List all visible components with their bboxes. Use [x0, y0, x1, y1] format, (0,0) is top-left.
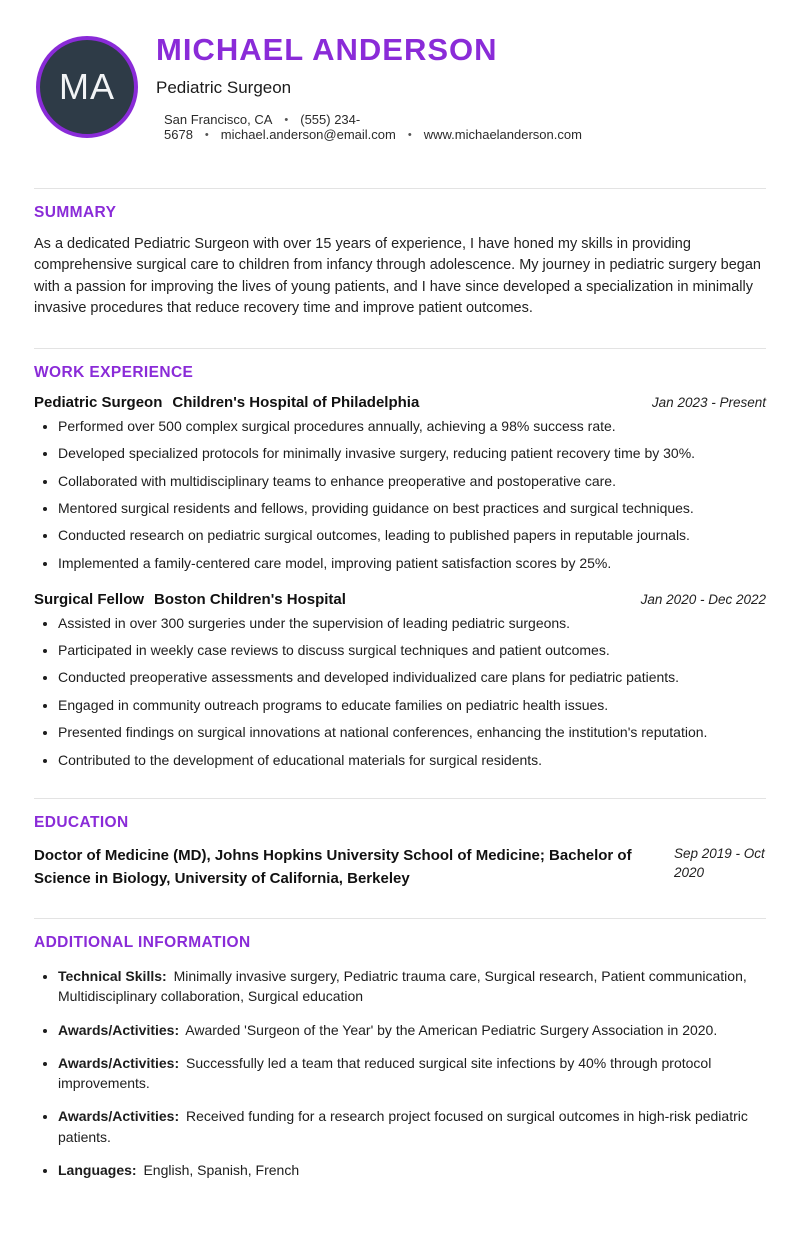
bullet-item: • Presented findings on surgical innovations at national conferences, enhancing the institution's reputation.: [58, 723, 766, 742]
info-item-text: Successfully led a team that reduced surgical site infections by 40% through protocol improvements.: [58, 1054, 712, 1092]
info-item-text: English, Spanish, French: [143, 1162, 300, 1179]
contact-location: San Francisco, CA: [164, 112, 273, 127]
job-dates: Jan 2020 - Dec 2022: [640, 591, 766, 607]
job-title-line: [34, 591, 346, 608]
job-company: Boston Children's Hospital: [154, 590, 346, 608]
work-experience-heading: WORK EXPERIENCE: [34, 363, 194, 381]
avatar-initials: MA: [59, 66, 115, 107]
bullet-item: • Conducted research on pediatric surgical outcomes, leading to published papers in reputable journals.: [58, 526, 766, 545]
additional-information-heading: ADDITIONAL INFORMATION: [34, 934, 251, 951]
work-experience-section: [34, 348, 766, 770]
candidate-name: MICHAEL ANDERSON: [156, 32, 498, 67]
bullet-item: • Conducted preoperative assessments and developed individualized care plans for pediatric patients.: [58, 668, 766, 687]
contact-email: michael.anderson@email.com: [220, 127, 396, 142]
job-header: [34, 591, 766, 608]
info-item: [58, 1106, 766, 1147]
info-item-text: Received funding for a research project focused on surgical outcomes in high-risk pediatric patients.: [58, 1108, 748, 1145]
summary-text: As a dedicated Pediatric Surgeon with over 15 years of experience, I have honed my skills in providing comprehensive surgical care to children from infancy through adolescence. My journey in pediatric surgery began with a passion for improving the lives of young patients, and I have since developed a specialization in minimally invasive procedures that reduce recovery time and improve patient outcomes.: [34, 236, 761, 317]
job-header: [34, 394, 766, 411]
education-heading: EDUCATION: [34, 813, 129, 831]
info-item-label: Languages:: [58, 1162, 137, 1179]
info-item: [58, 966, 766, 1007]
bullet-item: • Engaged in community outreach programs to educate families on pediatric health issues.: [58, 696, 766, 715]
job-bullet-list: [58, 417, 766, 573]
bullet-item: • Implemented a family-centered care model, improving patient satisfaction scores by 25%.: [58, 554, 766, 573]
bullet-item: • Assisted in over 300 surgeries under the supervision of leading pediatric surgeons.: [58, 614, 766, 633]
info-item-text: Awarded 'Surgeon of the Year' by the American Pediatric Surgery Association in 2020.: [185, 1021, 718, 1038]
additional-information-section: [34, 918, 766, 1180]
job-role: Pediatric Surgeon: [34, 393, 163, 411]
contact-separator: •: [284, 114, 289, 126]
job-role: Surgical Fellow: [34, 590, 145, 608]
resume-header: [34, 30, 766, 160]
contact-phone: (555) 234-5678: [164, 112, 361, 142]
contact-row: [156, 112, 766, 142]
avatar: [36, 36, 138, 138]
education-section: [34, 798, 766, 891]
header-text: [156, 32, 766, 142]
job-title-line: [34, 394, 419, 411]
info-item: [58, 1160, 766, 1180]
contact-separator: •: [407, 129, 412, 141]
job-entry: [34, 394, 766, 573]
education-dates: Sep 2019 - Oct 2020: [674, 845, 765, 881]
bullet-item: • Contributed to the development of educational materials for surgical residents.: [58, 751, 766, 770]
job-company: Children's Hospital of Philadelphia: [172, 393, 420, 411]
info-item-label: Awards/Activities:: [58, 1054, 180, 1071]
bullet-item: • Mentored surgical residents and fellows, providing guidance on best practices and surgical techniques.: [58, 499, 766, 518]
contact-separator: •: [204, 129, 209, 141]
info-item-label: Technical Skills:: [58, 968, 167, 984]
candidate-job-title: Pediatric Surgeon: [156, 78, 292, 97]
info-item: [58, 1020, 766, 1040]
additional-info-list: [58, 966, 766, 1180]
summary-section: [34, 188, 766, 320]
info-item-text: Minimally invasive surgery, Pediatric trauma care, Surgical research, Patient communication, Multidisciplinary collaboration, Surgical education: [58, 968, 747, 1005]
info-item-label: Awards/Activities:: [58, 1108, 180, 1125]
education-degree: Doctor of Medicine (MD), Johns Hopkins University School of Medicine; Bachelor of Science in Biology, University of California, Berkeley: [34, 846, 632, 887]
bullet-item: • Collaborated with multidisciplinary teams to enhance preoperative and postoperative care.: [58, 472, 766, 491]
bullet-item: • Performed over 500 complex surgical procedures annually, achieving a 98% success rate.: [58, 417, 766, 436]
bullet-item: • Developed specialized protocols for minimally invasive surgery, reducing patient recovery time by 30%.: [58, 444, 766, 463]
info-item: [58, 1053, 766, 1094]
job-bullet-list: [58, 614, 766, 770]
summary-heading: SUMMARY: [34, 204, 117, 221]
education-entry: [34, 844, 766, 891]
bullet-item: • Participated in weekly case reviews to discuss surgical techniques and patient outcomes.: [58, 641, 766, 660]
job-dates: Jan 2023 - Present: [651, 394, 766, 410]
info-item-label: Awards/Activities:: [58, 1021, 180, 1038]
job-entry: [34, 591, 766, 770]
contact-website: www.michaelanderson.com: [423, 127, 582, 142]
